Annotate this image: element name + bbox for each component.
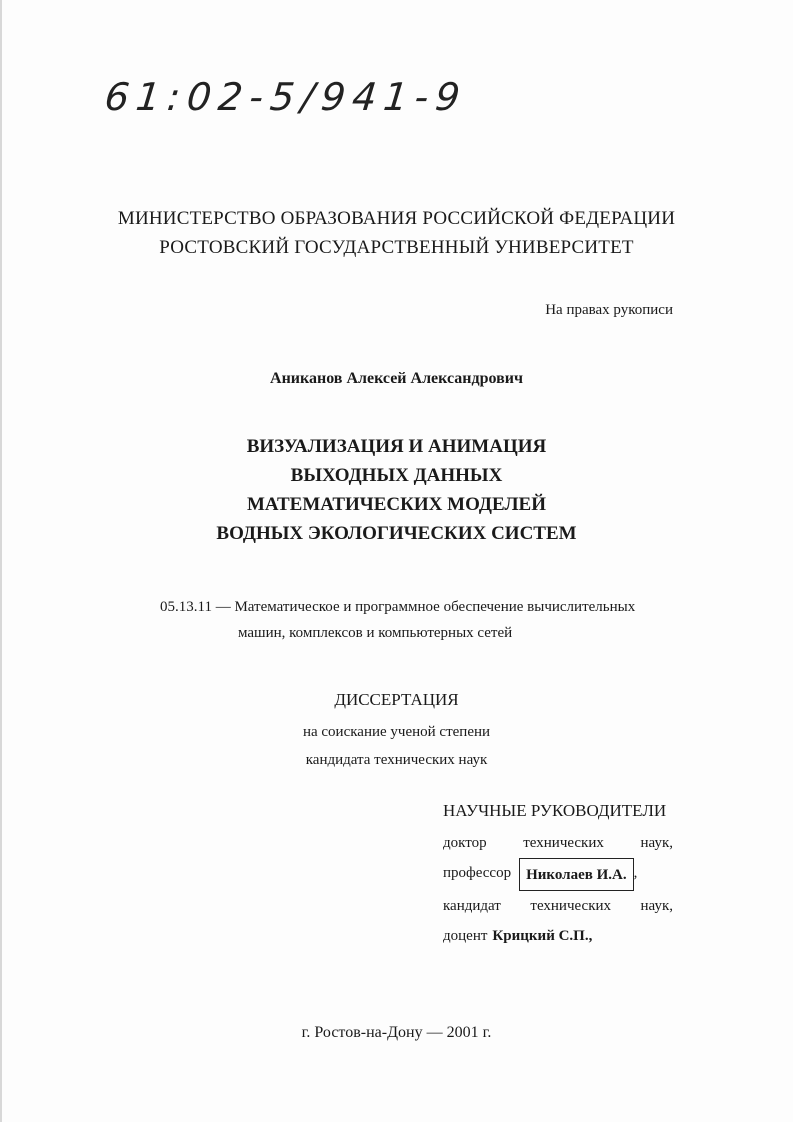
advisor-2-degree-word-1: кандидат <box>443 898 501 914</box>
advisor-2-name: Крицкий С.П., <box>492 928 593 944</box>
degree-info <box>0 718 793 774</box>
page-edge <box>0 0 2 1122</box>
advisors-heading: НАУЧНЫЕ РУКОВОДИТЕЛИ <box>443 801 667 820</box>
handwritten-catalog-number: 61:02-5/941-9 <box>102 75 469 119</box>
title-line-1: ВИЗУАЛИЗАЦИЯ И АНИМАЦИЯ <box>246 436 547 457</box>
advisor-1-rank-row <box>443 858 673 891</box>
author-name: Аниканов Алексей Александрович <box>270 370 523 387</box>
advisor-2-degree-word-2: технических <box>530 898 612 914</box>
advisor-2-degree-word-3: наук, <box>640 898 673 914</box>
dissertation-title <box>0 432 793 548</box>
advisors-block <box>443 800 673 951</box>
advisor-2-degree <box>443 891 673 921</box>
ministry-line-2: РОСТОВСКИЙ ГОСУДАРСТВЕННЫЙ УНИВЕРСИТЕТ <box>159 237 634 258</box>
degree-line-1: на соискание ученой степени <box>302 724 491 740</box>
title-line-4: ВОДНЫХ ЭКОЛОГИЧЕСКИХ СИСТЕМ <box>216 523 577 544</box>
advisor-1-degree-word-2: технических <box>523 835 604 851</box>
degree-line-2: кандидата технических наук <box>305 752 488 768</box>
advisor-2-rank: доцент <box>443 928 488 944</box>
title-line-3: МАТЕМАТИЧЕСКИХ МОДЕЛЕЙ <box>247 494 546 515</box>
title-line-2: ВЫХОДНЫХ ДАННЫХ <box>290 465 503 486</box>
advisor-1-degree <box>443 828 673 858</box>
city-year: г. Ростов-на-Дону — 2001 г. <box>301 1024 492 1041</box>
specialty-code <box>160 594 680 646</box>
specialty-line-2: машин, комплексов и компьютерных сетей <box>238 625 513 641</box>
advisor-1-degree-word-3: наук, <box>640 835 673 851</box>
advisor-2-rank-row <box>443 921 673 951</box>
advisor-1-degree-word-1: доктор <box>443 835 487 851</box>
rights-note: На правах рукописи <box>545 302 673 318</box>
ministry-line-1: МИНИСТЕРСТВО ОБРАЗОВАНИЯ РОССИЙСКОЙ ФЕДЕРАЦИИ <box>117 208 676 229</box>
advisor-1-rank: профессор <box>443 865 512 881</box>
dissertation-heading: ДИССЕРТАЦИЯ <box>334 690 459 709</box>
advisor-1-comma: , <box>633 865 638 881</box>
specialty-line-1: 05.13.11 — Математическое и программное обеспечение вычислительных <box>160 599 636 615</box>
ministry-header <box>0 204 793 262</box>
advisor-1-name: Николаев И.А. <box>519 858 633 891</box>
